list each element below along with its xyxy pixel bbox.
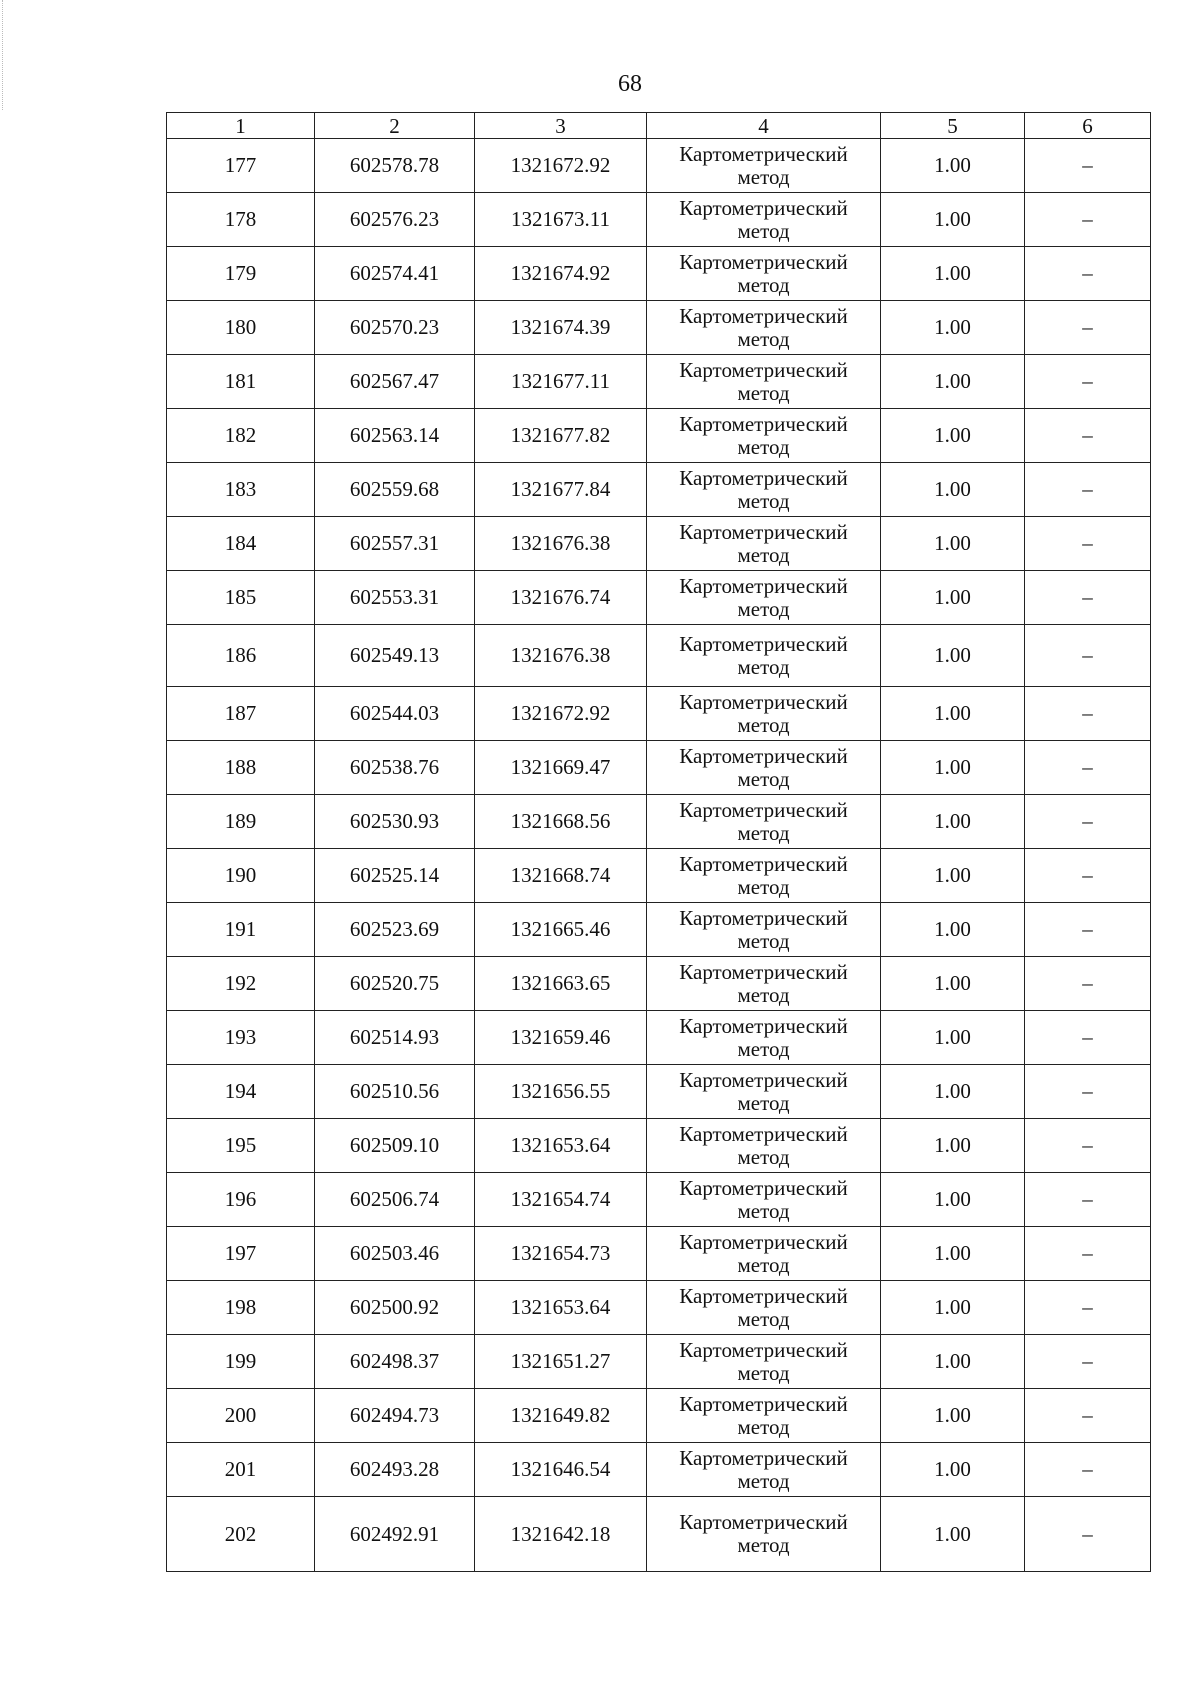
point-number-cell: 192	[167, 957, 315, 1011]
method-line-1: Картометрический	[679, 1510, 848, 1534]
table-row	[167, 1389, 1151, 1443]
point-number-cell: 187	[167, 687, 315, 741]
x-coordinate-cell: 602563.14	[315, 409, 475, 463]
point-number-cell: 189	[167, 795, 315, 849]
method-cell	[647, 463, 881, 517]
method-cell	[647, 741, 881, 795]
table-row	[167, 409, 1151, 463]
note-cell: –	[1025, 463, 1151, 517]
method-line-1: Картометрический	[679, 1445, 848, 1470]
method-cell	[647, 1173, 881, 1227]
y-coordinate-cell: 1321651.27	[475, 1335, 647, 1389]
y-coordinate-cell: 1321677.11	[475, 355, 647, 409]
column-header: 2	[315, 113, 475, 139]
x-coordinate-cell: 602493.28	[315, 1443, 475, 1497]
method-line-1: Картометрический	[679, 1229, 848, 1254]
table-row	[167, 1227, 1151, 1281]
table-row	[167, 957, 1151, 1011]
note-cell: –	[1025, 849, 1151, 903]
page-number: 68	[618, 71, 642, 97]
point-number-cell: 202	[167, 1497, 315, 1572]
method-line-2: метод	[737, 218, 790, 243]
x-coordinate-cell: 602557.31	[315, 517, 475, 571]
table-row	[167, 463, 1151, 517]
y-coordinate-cell: 1321676.74	[475, 571, 647, 625]
x-coordinate-cell: 602506.74	[315, 1173, 475, 1227]
method-line-1: Картометрический	[679, 797, 848, 822]
table-row	[167, 1281, 1151, 1335]
method-line-1: Картометрический	[679, 743, 848, 768]
point-number-cell: 178	[167, 193, 315, 247]
method-cell	[647, 1443, 881, 1497]
point-number-cell: 177	[167, 139, 315, 193]
method-line-2: метод	[737, 1306, 790, 1331]
method-line-2: метод	[737, 928, 790, 953]
method-cell	[647, 1389, 881, 1443]
table-row	[167, 903, 1151, 957]
accuracy-cell: 1.00	[881, 1389, 1025, 1443]
method-line-2: метод	[737, 326, 790, 351]
x-coordinate-cell: 602503.46	[315, 1227, 475, 1281]
y-coordinate-cell: 1321674.92	[475, 247, 647, 301]
x-coordinate-cell: 602494.73	[315, 1389, 475, 1443]
y-coordinate-cell: 1321656.55	[475, 1065, 647, 1119]
y-coordinate-cell: 1321654.74	[475, 1173, 647, 1227]
y-coordinate-cell: 1321663.65	[475, 957, 647, 1011]
note-cell: –	[1025, 687, 1151, 741]
method-line-1: Картометрический	[679, 141, 848, 166]
accuracy-cell: 1.00	[881, 1227, 1025, 1281]
point-number-cell: 197	[167, 1227, 315, 1281]
method-cell	[647, 1065, 881, 1119]
point-number-cell: 182	[167, 409, 315, 463]
accuracy-cell: 1.00	[881, 409, 1025, 463]
x-coordinate-cell: 602492.91	[315, 1497, 475, 1572]
y-coordinate-cell: 1321653.64	[475, 1281, 647, 1335]
note-cell: –	[1025, 1389, 1151, 1443]
point-number-cell: 194	[167, 1065, 315, 1119]
y-coordinate-cell: 1321649.82	[475, 1389, 647, 1443]
method-cell	[647, 625, 881, 687]
note-cell: –	[1025, 301, 1151, 355]
point-number-cell: 200	[167, 1389, 315, 1443]
column-header: 1	[167, 113, 315, 139]
accuracy-cell: 1.00	[881, 463, 1025, 517]
table-row	[167, 355, 1151, 409]
method-cell	[647, 957, 881, 1011]
table-header-row	[167, 113, 1151, 139]
method-cell	[647, 795, 881, 849]
x-coordinate-cell: 602510.56	[315, 1065, 475, 1119]
method-line-2: метод	[737, 1090, 790, 1115]
accuracy-cell: 1.00	[881, 849, 1025, 903]
table-row	[167, 1065, 1151, 1119]
accuracy-cell: 1.00	[881, 957, 1025, 1011]
point-number-cell: 196	[167, 1173, 315, 1227]
y-coordinate-cell: 1321668.74	[475, 849, 647, 903]
y-coordinate-cell: 1321665.46	[475, 903, 647, 957]
point-number-cell: 183	[167, 463, 315, 517]
method-line-2: метод	[737, 1533, 790, 1557]
accuracy-cell: 1.00	[881, 247, 1025, 301]
table-row	[167, 1011, 1151, 1065]
y-coordinate-cell: 1321668.56	[475, 795, 647, 849]
note-cell: –	[1025, 1227, 1151, 1281]
x-coordinate-cell: 602530.93	[315, 795, 475, 849]
point-number-cell: 184	[167, 517, 315, 571]
accuracy-cell: 1.00	[881, 795, 1025, 849]
x-coordinate-cell: 602576.23	[315, 193, 475, 247]
note-cell: –	[1025, 193, 1151, 247]
method-line-1: Картометрический	[679, 1337, 848, 1362]
method-line-2: метод	[737, 488, 790, 513]
method-cell	[647, 247, 881, 301]
method-cell	[647, 517, 881, 571]
method-line-1: Картометрический	[679, 1067, 848, 1092]
x-coordinate-cell: 602559.68	[315, 463, 475, 517]
note-cell: –	[1025, 139, 1151, 193]
method-line-2: метод	[737, 1198, 790, 1223]
note-cell: –	[1025, 1119, 1151, 1173]
accuracy-cell: 1.00	[881, 301, 1025, 355]
table-row	[167, 1443, 1151, 1497]
table-row	[167, 741, 1151, 795]
method-line-1: Картометрический	[679, 519, 848, 544]
method-line-1: Картометрический	[679, 905, 848, 930]
method-line-2: метод	[737, 766, 790, 791]
method-cell	[647, 1497, 881, 1572]
x-coordinate-cell: 602523.69	[315, 903, 475, 957]
table-row	[167, 849, 1151, 903]
method-cell	[647, 301, 881, 355]
method-line-1: Картометрический	[679, 689, 848, 714]
table-row	[167, 625, 1151, 687]
method-line-2: метод	[737, 1036, 790, 1061]
method-cell	[647, 1227, 881, 1281]
x-coordinate-cell: 602567.47	[315, 355, 475, 409]
y-coordinate-cell: 1321669.47	[475, 741, 647, 795]
accuracy-cell: 1.00	[881, 1281, 1025, 1335]
method-line-2: метод	[737, 654, 790, 679]
note-cell: –	[1025, 409, 1151, 463]
note-cell: –	[1025, 795, 1151, 849]
method-cell	[647, 355, 881, 409]
method-cell	[647, 1335, 881, 1389]
table-row	[167, 795, 1151, 849]
method-line-2: метод	[737, 380, 790, 405]
y-coordinate-cell: 1321672.92	[475, 687, 647, 741]
x-coordinate-cell: 602500.92	[315, 1281, 475, 1335]
table-row	[167, 247, 1151, 301]
table-row	[167, 301, 1151, 355]
note-cell: –	[1025, 571, 1151, 625]
note-cell: –	[1025, 903, 1151, 957]
column-header: 4	[647, 113, 881, 139]
method-line-1: Картометрический	[679, 1013, 848, 1038]
method-line-2: метод	[737, 542, 790, 567]
note-cell: –	[1025, 517, 1151, 571]
method-line-2: метод	[737, 712, 790, 737]
method-line-1: Картометрический	[679, 1175, 848, 1200]
note-cell: –	[1025, 741, 1151, 795]
y-coordinate-cell: 1321677.84	[475, 463, 647, 517]
method-cell	[647, 849, 881, 903]
x-coordinate-cell: 602553.31	[315, 571, 475, 625]
method-line-1: Картометрический	[679, 357, 848, 382]
table-row	[167, 1173, 1151, 1227]
note-cell: –	[1025, 1173, 1151, 1227]
accuracy-cell: 1.00	[881, 625, 1025, 687]
method-line-2: метод	[737, 1144, 790, 1169]
x-coordinate-cell: 602498.37	[315, 1335, 475, 1389]
table-row	[167, 139, 1151, 193]
point-number-cell: 181	[167, 355, 315, 409]
accuracy-cell: 1.00	[881, 687, 1025, 741]
table-row	[167, 1335, 1151, 1389]
method-line-1: Картометрический	[679, 1283, 848, 1308]
method-line-2: метод	[737, 820, 790, 845]
y-coordinate-cell: 1321654.73	[475, 1227, 647, 1281]
point-number-cell: 198	[167, 1281, 315, 1335]
table-row	[167, 193, 1151, 247]
accuracy-cell: 1.00	[881, 1011, 1025, 1065]
method-line-2: метод	[737, 1360, 790, 1385]
y-coordinate-cell: 1321646.54	[475, 1443, 647, 1497]
point-number-cell: 180	[167, 301, 315, 355]
method-line-1: Картометрический	[679, 303, 848, 328]
accuracy-cell: 1.00	[881, 1119, 1025, 1173]
accuracy-cell: 1.00	[881, 903, 1025, 957]
point-number-cell: 188	[167, 741, 315, 795]
method-line-2: метод	[737, 1252, 790, 1277]
point-number-cell: 179	[167, 247, 315, 301]
method-cell	[647, 409, 881, 463]
x-coordinate-cell: 602549.13	[315, 625, 475, 687]
y-coordinate-cell: 1321677.82	[475, 409, 647, 463]
x-coordinate-cell: 602570.23	[315, 301, 475, 355]
y-coordinate-cell: 1321676.38	[475, 625, 647, 687]
y-coordinate-cell: 1321659.46	[475, 1011, 647, 1065]
method-cell	[647, 571, 881, 625]
method-line-1: Картометрический	[679, 851, 848, 876]
method-line-1: Картометрический	[679, 1121, 848, 1146]
column-header: 3	[475, 113, 647, 139]
table-row	[167, 1497, 1151, 1572]
x-coordinate-cell: 602578.78	[315, 139, 475, 193]
accuracy-cell: 1.00	[881, 1443, 1025, 1497]
method-cell	[647, 193, 881, 247]
accuracy-cell: 1.00	[881, 571, 1025, 625]
accuracy-cell: 1.00	[881, 517, 1025, 571]
x-coordinate-cell: 602514.93	[315, 1011, 475, 1065]
accuracy-cell: 1.00	[881, 1065, 1025, 1119]
method-line-1: Картометрический	[679, 631, 848, 656]
method-line-2: метод	[737, 874, 790, 899]
x-coordinate-cell: 602574.41	[315, 247, 475, 301]
point-number-cell: 201	[167, 1443, 315, 1497]
note-cell: –	[1025, 1497, 1151, 1572]
y-coordinate-cell: 1321674.39	[475, 301, 647, 355]
method-cell	[647, 139, 881, 193]
method-line-2: метод	[737, 982, 790, 1007]
y-coordinate-cell: 1321653.64	[475, 1119, 647, 1173]
point-number-cell: 191	[167, 903, 315, 957]
y-coordinate-cell: 1321673.11	[475, 193, 647, 247]
y-coordinate-cell: 1321642.18	[475, 1497, 647, 1572]
accuracy-cell: 1.00	[881, 139, 1025, 193]
accuracy-cell: 1.00	[881, 741, 1025, 795]
method-cell	[647, 1011, 881, 1065]
method-line-2: метод	[737, 272, 790, 297]
note-cell: –	[1025, 1011, 1151, 1065]
note-cell: –	[1025, 247, 1151, 301]
method-line-2: метод	[737, 596, 790, 621]
x-coordinate-cell: 602544.03	[315, 687, 475, 741]
accuracy-cell: 1.00	[881, 193, 1025, 247]
point-number-cell: 190	[167, 849, 315, 903]
note-cell: –	[1025, 625, 1151, 687]
point-number-cell: 186	[167, 625, 315, 687]
note-cell: –	[1025, 1443, 1151, 1497]
note-cell: –	[1025, 1065, 1151, 1119]
column-header: 5	[881, 113, 1025, 139]
column-header: 6	[1025, 113, 1151, 139]
method-cell	[647, 1281, 881, 1335]
x-coordinate-cell: 602525.14	[315, 849, 475, 903]
point-number-cell: 199	[167, 1335, 315, 1389]
note-cell: –	[1025, 1335, 1151, 1389]
accuracy-cell: 1.00	[881, 1497, 1025, 1572]
accuracy-cell: 1.00	[881, 1335, 1025, 1389]
note-cell: –	[1025, 957, 1151, 1011]
method-cell	[647, 903, 881, 957]
point-number-cell: 193	[167, 1011, 315, 1065]
method-line-1: Картометрический	[679, 1391, 848, 1416]
point-number-cell: 195	[167, 1119, 315, 1173]
y-coordinate-cell: 1321676.38	[475, 517, 647, 571]
method-cell	[647, 1119, 881, 1173]
method-line-1: Картометрический	[679, 411, 848, 436]
method-line-2: метод	[737, 1414, 790, 1439]
method-cell	[647, 687, 881, 741]
coordinates-table	[166, 112, 1151, 1572]
method-line-2: метод	[737, 164, 790, 189]
method-line-1: Картометрический	[679, 195, 848, 220]
table-row	[167, 517, 1151, 571]
method-line-2: метод	[737, 434, 790, 459]
method-line-1: Картометрический	[679, 573, 848, 598]
table-row	[167, 571, 1151, 625]
x-coordinate-cell: 602520.75	[315, 957, 475, 1011]
y-coordinate-cell: 1321672.92	[475, 139, 647, 193]
note-cell: –	[1025, 355, 1151, 409]
point-number-cell: 185	[167, 571, 315, 625]
x-coordinate-cell: 602509.10	[315, 1119, 475, 1173]
accuracy-cell: 1.00	[881, 1173, 1025, 1227]
x-coordinate-cell: 602538.76	[315, 741, 475, 795]
method-line-2: метод	[737, 1468, 790, 1493]
table-row	[167, 687, 1151, 741]
table-body	[167, 139, 1151, 1572]
method-line-1: Картометрический	[679, 465, 848, 490]
accuracy-cell: 1.00	[881, 355, 1025, 409]
method-line-1: Картометрический	[679, 959, 848, 984]
method-line-1: Картометрический	[679, 249, 848, 274]
note-cell: –	[1025, 1281, 1151, 1335]
table-row	[167, 1119, 1151, 1173]
